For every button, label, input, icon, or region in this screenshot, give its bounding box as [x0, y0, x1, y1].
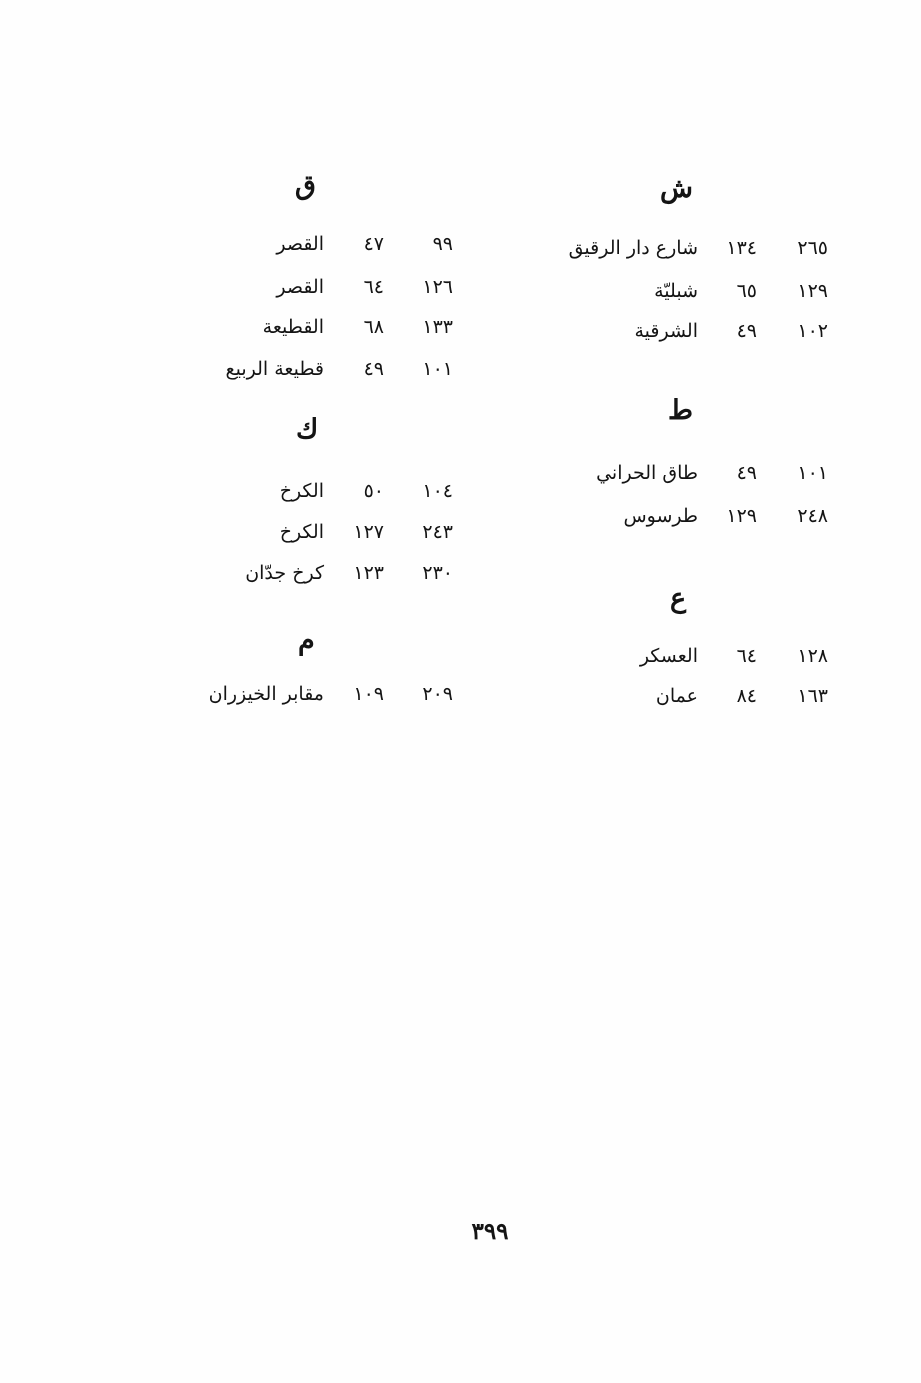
index-entry — [190, 517, 490, 547]
page-ref-primary: ١٠٤ — [422, 480, 453, 502]
index-entry — [560, 641, 860, 671]
place-name: طرسوس — [623, 505, 698, 527]
section-letter-ain: ع — [670, 583, 687, 614]
index-entry — [560, 681, 860, 711]
index-entry — [560, 458, 860, 488]
section-letter-mim: م — [298, 625, 315, 656]
place-name: العسكر — [639, 645, 698, 667]
section-letter-kaf: ك — [296, 414, 319, 445]
page-ref-secondary: ١٢٧ — [353, 521, 384, 543]
page-ref-primary: ٢٤٨ — [797, 505, 828, 527]
page-ref-primary: ٢٠٩ — [422, 683, 453, 705]
page-ref-primary: ١٢٦ — [422, 276, 453, 298]
place-name: طاق الحراني — [596, 462, 698, 484]
place-name: كرخ جدّان — [245, 562, 324, 584]
index-entry — [190, 354, 490, 384]
index-entry — [560, 233, 860, 263]
section-letter-ta: ط — [668, 395, 693, 426]
page-ref-secondary: ٤٧ — [363, 233, 384, 255]
page-ref-primary: ١٠٢ — [797, 320, 828, 342]
index-entry — [190, 229, 490, 259]
index-entry — [190, 558, 490, 588]
place-name: القصر — [276, 276, 324, 298]
page-ref-primary: ٢٣٠ — [422, 562, 453, 584]
place-name: عمان — [655, 685, 698, 707]
page-ref-secondary: ٤٩ — [736, 320, 757, 342]
page-ref-primary: ١٠١ — [422, 358, 453, 380]
index-entry — [560, 276, 860, 306]
index-entry — [560, 501, 860, 531]
page-ref-secondary: ٦٥ — [736, 280, 757, 302]
page-ref-primary: ٢٦٥ — [797, 237, 828, 259]
page-ref-secondary: ١٠٩ — [353, 683, 384, 705]
page-ref-secondary: ١٣٤ — [726, 237, 757, 259]
place-name: الكرخ — [279, 521, 324, 543]
index-entry — [190, 679, 490, 709]
place-name: شبليّة — [654, 280, 698, 302]
page-ref-primary: ٢٤٣ — [422, 521, 453, 543]
place-name: القصر — [276, 233, 324, 255]
page-ref-secondary: ٤٩ — [363, 358, 384, 380]
page-ref-secondary: ١٢٩ — [726, 505, 757, 527]
place-name: مقابر الخيزران — [208, 683, 324, 705]
page-ref-primary: ١٦٣ — [797, 685, 828, 707]
place-name: قطيعة الربيع — [225, 358, 324, 380]
place-name: القطيعة — [262, 316, 324, 338]
page-ref-secondary: ٦٨ — [363, 316, 384, 338]
index-entry — [560, 316, 860, 346]
page-ref-secondary: ٨٤ — [736, 685, 757, 707]
section-letter-qaf: ق — [295, 170, 316, 201]
page-number: ٣٩٩ — [471, 1218, 509, 1245]
place-name: الشرقية — [634, 320, 698, 342]
page-ref-secondary: ٦٤ — [736, 645, 757, 667]
page-ref-secondary: ٤٩ — [736, 462, 757, 484]
page-ref-secondary: ٦٤ — [363, 276, 384, 298]
page-ref-secondary: ٥٠ — [363, 480, 384, 502]
index-entry — [190, 476, 490, 506]
page-ref-primary: ١٢٨ — [797, 645, 828, 667]
place-name: شارع دار الرقيق — [568, 237, 698, 259]
index-entry — [190, 312, 490, 342]
place-name: الكرخ — [279, 480, 324, 502]
page-ref-primary: ١٣٣ — [422, 316, 453, 338]
index-entry — [190, 272, 490, 302]
page-ref-primary: ١٠١ — [797, 462, 828, 484]
section-letter-shin: ش — [660, 173, 693, 204]
page-ref-secondary: ١٢٣ — [353, 562, 384, 584]
page-ref-primary: ٩٩ — [432, 233, 453, 255]
page-ref-primary: ١٢٩ — [797, 280, 828, 302]
